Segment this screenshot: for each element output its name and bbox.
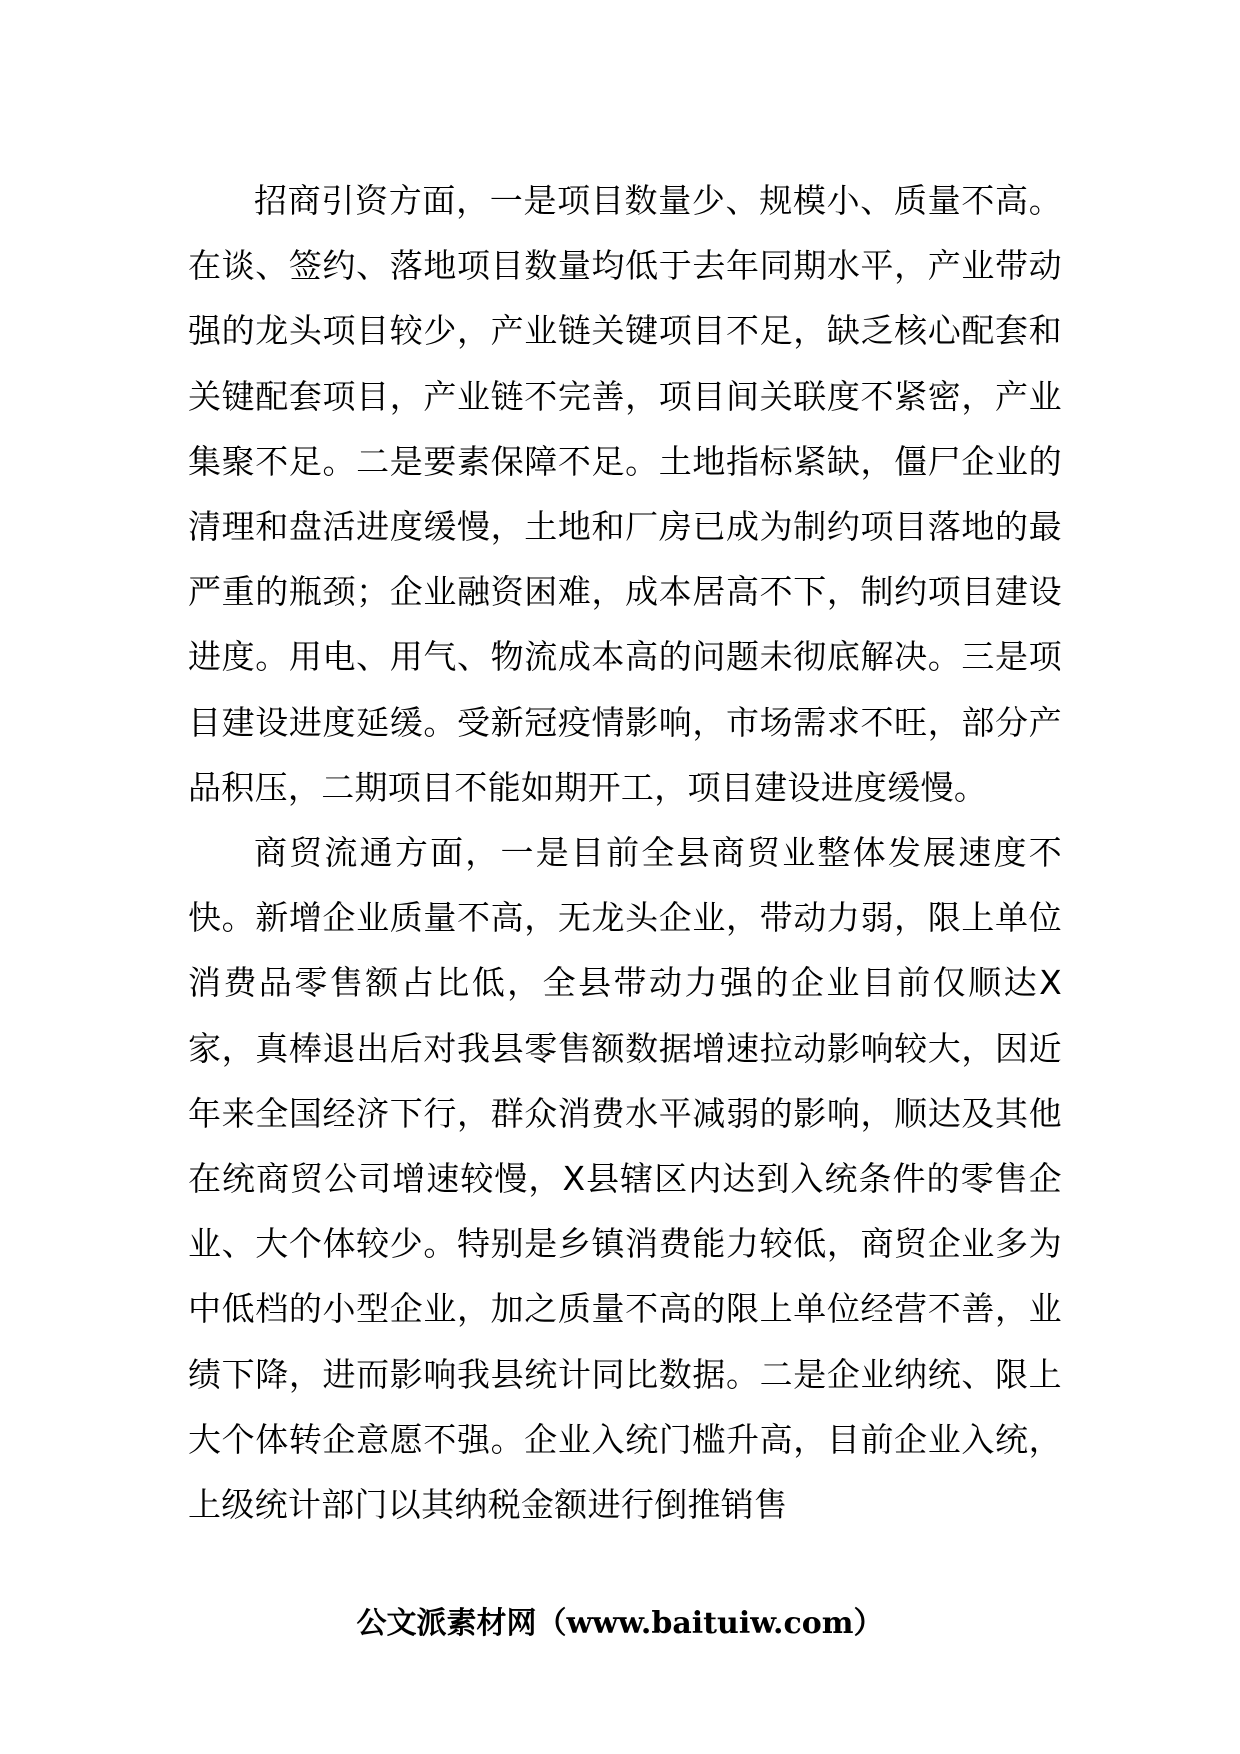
document-body [188, 168, 1062, 1537]
paragraph-investment: 招商引资方面，一是项目数量少、规模小、质量不高。在谈、签约、落地项目数量均低于去年同期水平，产业带动强的龙头项目较少，产业链关键项目不足，缺乏核心配套和关键配套项目，产业链不完善，项目间关联度不紧密，产业集聚不足。二是要素保障不足。土地指标紧缺，僵尸企业的清理和盘活进度缓慢，土地和厂房已成为制约项目落地的最严重的瓶颈；企业融资困难，成本居高不下，制约项目建设进度。用电、用气、物流成本高的问题未彻底解决。三是项目建设进度延缓。受新冠疫情影响，市场需求不旺，部分产品积压，二期项目不能如期开工，项目建设进度缓慢。 [188, 181, 1062, 807]
paragraph-commerce: 商贸流通方面，一是目前全县商贸业整体发展速度不快。新增企业质量不高，无龙头企业，带动力弱，限上单位消费品零售额占比低，全县带动力强的企业目前仅顺达X家，真棒退出后对我县零售额数据增速拉动影响较大，因近年来全国经济下行，群众消费水平减弱的影响，顺达及其他在统商贸公司增速较慢，X县辖区内达到入统条件的零售企业、大个体较少。特别是乡镇消费能力较低，商贸企业多为中低档的小型企业，加之质量不高的限上单位经营不善，业绩下降，进而影响我县统计同比数据。二是企业纳统、限上大个体转企意愿不强。企业入统门槛升高，目前企业入统，上级统计部门以其纳税金额进行倒推销售 [188, 833, 1062, 1525]
source-footer: 公文派素材网（www.baituiw.com） [356, 1606, 884, 1641]
